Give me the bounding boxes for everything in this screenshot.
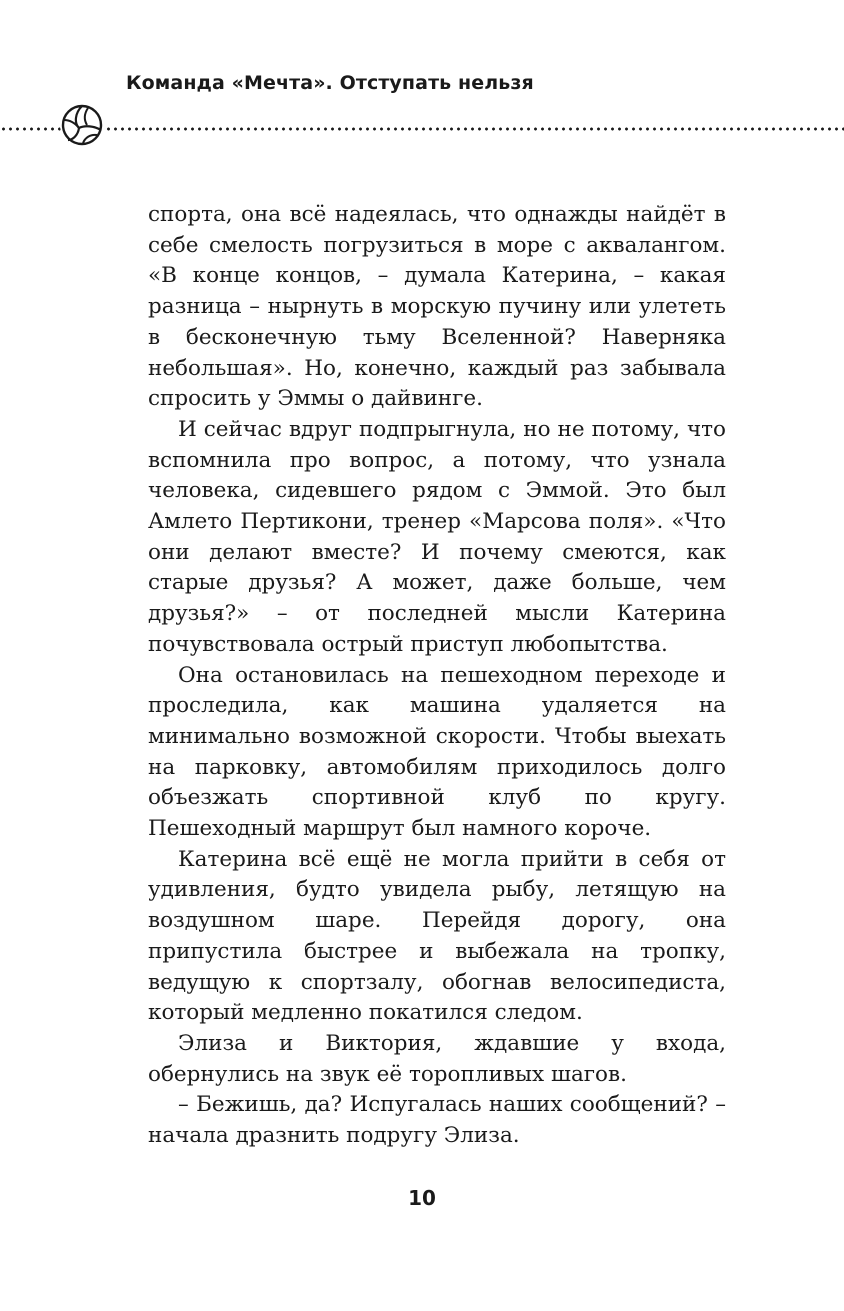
paragraph: Элиза и Виктория, ждавшие у входа, обернулись на звук её торопливых шагов. <box>148 1030 726 1087</box>
paragraph: И сейчас вдруг подпрыгнула, но не потому, что вспомнила про вопрос, а потому, что узнала человека, сидевшего рядом с Эммой. Это был Амлето Пертикони, тренер «Марсова поля». «Что они делают вместе? И почему смеются, как старые друзья? А может, даже больше, чем друзья?» – от последней мысли Катерина почувствовала острый приступ любопытства. <box>148 416 726 657</box>
paragraph: Катерина всё ещё не могла прийти в себя от удивления, будто увидела рыбу, летящую на воздушном шаре. Перейдя дорогу, она припустила быстрее и выбежала на тропку, ведущую к спортзалу, обогнав велосипедиста, который медленно покатился следом. <box>148 846 726 1026</box>
page-number: 10 <box>408 1186 436 1210</box>
running-title: Команда «Мечта». Отступать нельзя <box>126 72 534 94</box>
paragraph: Она остановилась на пешеходном переходе и проследила, как машина удаляется на минимально возможной скорости. Чтобы выехать на парковку, автомобилям приходилось долго объезжать спортивной клуб по кругу. Пешеходный маршрут был намного короче. <box>148 662 726 842</box>
paragraph: – Бежишь, да? Испугалась наших сообщений? – начала дразнить подругу Элиза. <box>148 1092 726 1149</box>
dotted-rule <box>0 127 844 131</box>
paragraph: спорта, она всё надеялась, что однажды найдёт в себе смелость погрузиться в море с аквалангом. «В конце концов, – думала Катерина, – какая разница – нырнуть в морскую пучину или улететь в бесконечную тьму Вселенной? Наверняка небольшая». Но, конечно, каждый раз забывала спросить у Эммы о дайвинге. <box>148 202 726 412</box>
volleyball-icon <box>60 103 104 147</box>
body-text <box>148 200 726 1152</box>
